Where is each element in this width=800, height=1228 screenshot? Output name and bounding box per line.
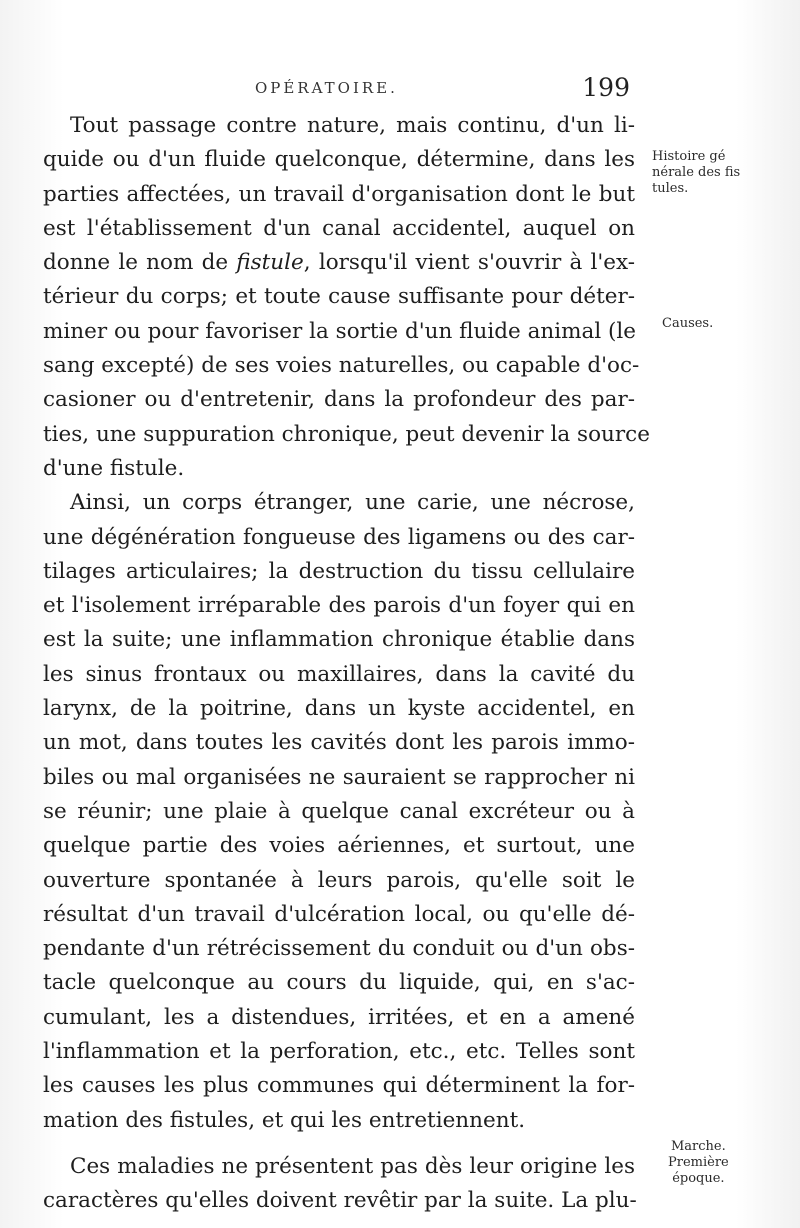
margin-notes (644, 0, 800, 1228)
text-segment: donne le nom de (43, 250, 237, 276)
text-segment: , lorsqu'il vient s'ouvrir à l'ex- (303, 250, 636, 276)
italic-term-fistule: fistule (236, 250, 304, 276)
text-line: caractères qu'elles doivent revêtir par la suite. La plu- (43, 1188, 637, 1214)
margin-note-line: époque. (672, 1171, 725, 1186)
text-line: parties affectées, un travail d'organisation dont le but (43, 181, 635, 207)
margin-note-line: tules. (652, 181, 689, 196)
page-header (250, 73, 630, 105)
text-line: sang excepté) de ses voies naturelles, ou capable d'oc- (43, 353, 640, 379)
text-line: pendante d'un rétrécissement du conduit ou d'un obs- (43, 936, 635, 962)
text-line: Tout passage contre nature, mais continu, d'un li- (70, 113, 635, 138)
text-line: ties, une suppuration chronique, peut devenir la source (43, 421, 650, 447)
text-line: larynx, de la poitrine, dans un kyste accidentel, en (43, 696, 635, 722)
text-line: ouverture spontanée à leurs parois, qu'elle soit le (43, 867, 635, 893)
text-line: térieur du corps; et toute cause suffisante pour déter- (43, 284, 635, 310)
text-line: les sinus frontaux ou maxillaires, dans la cavité du (43, 661, 635, 687)
text-line: quide ou d'un fluide quelconque, détermine, dans les (43, 147, 635, 173)
body-text (43, 109, 650, 1219)
text-line: les causes les plus communes qui déterminent la for- (43, 1073, 635, 1099)
text-line: tacle quelconque au cours du liquide, qui, en s'ac- (43, 970, 635, 996)
text-line: se réunir; une plaie à quelque canal excréteur ou à (43, 798, 635, 824)
text-line: une dégénération fongueuse des ligamens ou des car- (43, 524, 635, 550)
text-line: biles ou mal organisées ne sauraient se rapprocher ni (43, 764, 635, 790)
text-line: casioner ou d'entretenir, dans la profondeur des par- (43, 387, 635, 413)
margin-note-line: Première (668, 1155, 729, 1170)
text-line: est l'établissement d'un canal accidentel, auquel on (43, 215, 635, 241)
text-line-with-italic (43, 246, 635, 280)
margin-note-line: nérale des fis (652, 165, 741, 180)
margin-note-marche (668, 1139, 729, 1187)
text-line: Ces maladies ne présentent pas dès leur origine les (70, 1153, 635, 1179)
text-line: d'une fistule. (43, 455, 185, 481)
text-line: quelque partie des voies aériennes, et surtout, une (43, 833, 635, 859)
margin-note-line: Causes. (662, 316, 714, 331)
margin-note-line: Marche. (670, 1139, 726, 1154)
margin-note-causes (662, 316, 713, 332)
margin-note-histoire (652, 149, 740, 197)
text-line: l'inflammation et la perforation, etc., etc. Telles sont (43, 1039, 635, 1065)
page-number: 199 (582, 73, 630, 102)
text-line: mation des fistules, et qui les entretiennent. (43, 1107, 526, 1133)
text-line: tilages articulaires; la destruction du tissu cellulaire (43, 558, 635, 584)
margin-note-line: Histoire gé (652, 149, 726, 164)
text-line: et l'isolement irréparable des parois d'un foyer qui en (43, 593, 635, 619)
text-line: cumulant, les a distendues, irritées, et en a amené (43, 1004, 635, 1030)
text-line: un mot, dans toutes les cavités dont les parois immo- (43, 730, 635, 756)
running-title: OPÉRATOIRE. (255, 79, 398, 97)
text-line: miner ou pour favoriser la sortie d'un fluide animal (le (43, 318, 637, 344)
text-line: est la suite; une inflammation chronique établie dans (43, 627, 635, 653)
text-line: résultat d'un travail d'ulcération local, ou qu'elle dé- (43, 901, 635, 927)
paragraph-gap (43, 1138, 635, 1150)
text-line: Ainsi, un corps étranger, une carie, une nécrose, (70, 490, 635, 516)
